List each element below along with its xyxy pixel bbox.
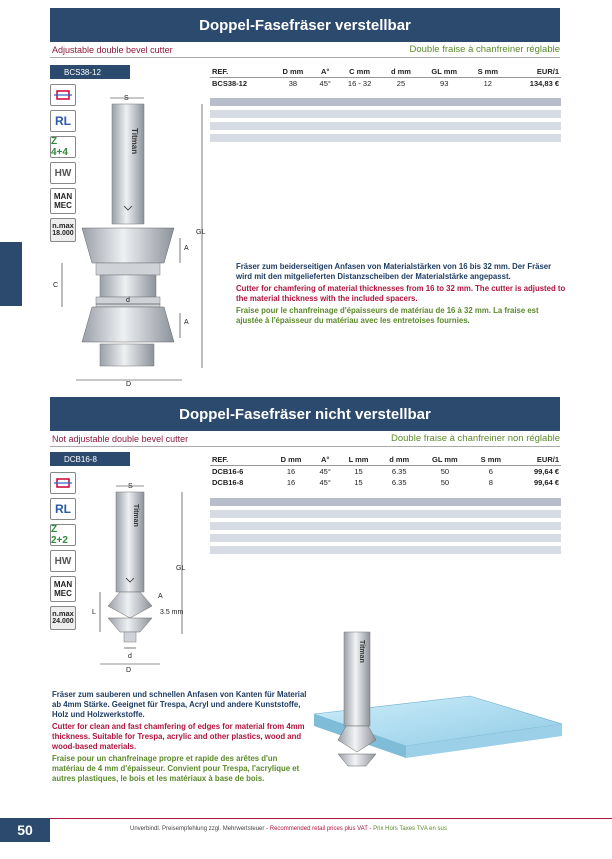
dim-big-d-label: D [126,381,132,388]
section2-spec-table [210,454,561,488]
desc-de: Fräser zum beiderseitigen Anfasen von Materialstärken von 16 bis 32 mm. Der Fräser wird mit den mitgelieferten Distanzscheiben der Materialstärke angepasst. [236,262,552,281]
section2-icons [50,472,76,630]
dim-gl-label: GL [196,229,206,236]
desc-fr: Fraise pour un chanfreinage propre et rapide des arêtes d'un matériau de 4 mm d'épaisseur. Convient pour Trespa, l'acrylique et autres plastiques, le bois et les matériaux à base de bois. [52,754,300,783]
teeth-count-icon: Z 4+4 [50,136,76,158]
section2-description [52,690,310,786]
section1-table-stripes [210,98,561,146]
dim-d-label: d [128,653,132,660]
section2-ref-badge: DCB16-8 [50,452,130,466]
brand-logo: Titman [358,640,365,663]
section1-rule [50,57,560,58]
dim-big-d-label: D [126,667,132,674]
section2-subtitle-fr: Double fraise à chanfreiner non réglable [391,433,560,444]
dim-a-lower-label: A [184,319,189,326]
section2-cutter-drawing [80,478,220,678]
teeth-count-icon: Z 2+2 [50,524,76,546]
hardmetal-icon: HW [50,550,76,572]
dim-a-label: A [158,593,163,600]
dim-gl-label: GL [176,565,186,572]
page-number: 50 [0,818,50,842]
dim-c-label: C [53,282,59,289]
desc-en: Cutter for chamfering of material thicknesses from 16 to 32 mm. The cutter is adjusted to the material thickness with the included spacers. [236,284,566,303]
desc-de: Fräser zum sauberen und schnellen Anfasen von Kanten für Material ab 4mm Stärke. Geeignet für Trespa, Acryl und andere Kunststoffe, Holz und Holzwerkstoffe. [52,690,307,719]
section1-title: Doppel-Fasefräser verstellbar [50,8,560,42]
manual-mechanical-icon: MAN MEC [50,188,76,214]
dim-s-label: S [128,483,133,490]
dim-a-upper-label: A [184,245,189,252]
brand-logo: Titman [130,128,139,155]
section2-table-stripes [210,498,561,558]
section2-subtitle-en: Not adjustable double bevel cutter [52,434,189,444]
dim-d-label: d [126,297,130,304]
hardmetal-icon: HW [50,162,76,184]
section2-rule [50,446,560,447]
desc-fr: Fraise pour le chanfreinage d'épaisseurs de matériau de 16 à 32 mm. La fraise est ajustée à l'épaisseur du matériau avec les entretoises fournies. [236,306,539,325]
table-row: BCS38-12 38 45° 16 - 32 25 93 12 134,83 € [212,79,559,88]
side-tab [0,242,22,306]
table-header-row: REF. D mm A° C mm d mm GL mm S mm EUR/1 [212,67,559,76]
rotation-rl-icon: RL [50,110,76,132]
section1-spec-table [210,66,561,89]
rotation-rl-icon: RL [50,498,76,520]
section2-title: Doppel-Fasefräser nicht verstellbar [50,397,560,431]
dim-3-5mm-label: 3.5 mm [160,609,184,616]
section1-cutter-drawing [52,88,222,388]
table-row: DCB16-8 16 45° 15 6.35 50 8 99,64 € [212,478,559,487]
dim-l-label: L [92,609,96,616]
footer-line [50,818,612,819]
table-header-row: REF. D mm A° L mm d mm GL mm S mm EUR/1 [212,455,559,464]
max-speed-icon: n.max 18.000 [50,218,76,242]
section1-ref-badge: BCS38-12 [50,65,130,79]
brand-logo: Titman [132,504,139,527]
dim-s-label: S [124,95,129,102]
clamp-icon [50,472,76,494]
max-speed-icon: n.max 24.000 [50,606,76,630]
section1-subtitle-fr: Double fraise à chanfreiner réglable [409,44,560,55]
section2-product-illustration [310,628,562,776]
manual-mechanical-icon: MAN MEC [50,576,76,602]
table-row: DCB16-6 16 45° 15 6.35 50 6 99,64 € [212,467,559,476]
desc-en: Cutter for clean and fast chamfering of edges for material from 4mm thickness. Suitable for Trespa, acrylic and other plastics, wood and wood-based materials. [52,722,305,751]
section1-description [236,262,566,328]
section1-subtitle-en: Adjustable double bevel cutter [52,45,173,55]
footer-text: Unverbindl. Preisempfehlung zzgl. Mehrwertsteuer - Recommended retail prices plus VAT - Prix Hors Taxes TVA en sus [130,826,447,832]
